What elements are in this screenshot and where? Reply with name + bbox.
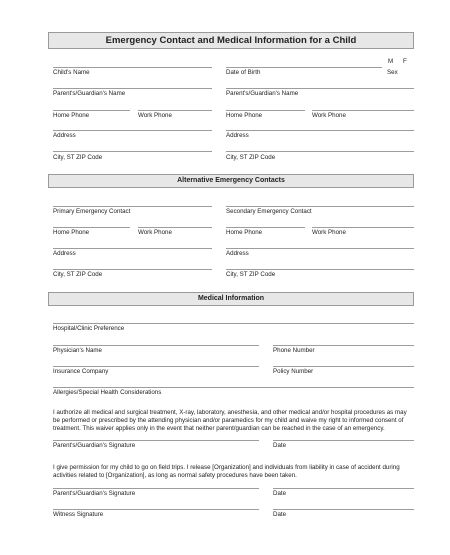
insurance-field[interactable] [53,366,259,367]
parent-signature-1-field[interactable] [53,440,259,441]
date-of-birth-label: Date of Birth [226,69,261,76]
allergies-field[interactable] [53,387,414,388]
alt-work-phone-1-field[interactable] [138,227,212,228]
parent-name-2-field[interactable] [226,88,414,89]
sex-m-option[interactable]: M [388,58,394,65]
address-2-field[interactable] [226,130,414,131]
medical-info-heading: Medical Information [48,292,414,306]
witness-signature-label: Witness Signature [53,511,104,518]
physician-label: Physician's Name [53,347,102,354]
hospital-label: Hospital/Clinic Preference [53,325,125,332]
secondary-contact-label: Secondary Emergency Contact [226,208,312,215]
address-1-label: Address [53,132,76,139]
authorization-paragraph: I authorize all medical and surgical treatment, X-ray, laboratory, anesthesia, and other medical and/or hospital procedures as may be performed or prescribed by the attending physician and/or paramedics for my child and waive my right to informed consent of treatment. This waiver applies only in the event that neither parent/guardian can be reached in the case of an emergency. [53,409,407,432]
work-phone-2-field[interactable] [312,110,414,111]
home-phone-2-label: Home Phone [226,112,263,119]
city-2-field[interactable] [226,151,414,152]
address-2-label: Address [226,132,249,139]
alt-home-phone-2-label: Home Phone [226,229,263,236]
alt-city-2-field[interactable] [226,269,414,270]
physician-field[interactable] [53,345,259,346]
city-1-field[interactable] [53,151,212,152]
alt-address-1-field[interactable] [53,248,212,249]
date-2-label: Date [273,490,287,497]
home-phone-1-field[interactable] [53,110,130,111]
alt-contacts-heading: Alternative Emergency Contacts [48,174,414,188]
date-of-birth-field[interactable] [226,67,382,68]
insurance-label: Insurance Company [53,368,109,375]
primary-contact-field[interactable] [53,206,212,207]
alt-city-1-label: City, ST ZIP Code [53,271,103,278]
city-1-label: City, ST ZIP Code [53,154,103,161]
alt-work-phone-2-label: Work Phone [312,229,346,236]
alt-home-phone-2-field[interactable] [226,227,305,228]
alt-work-phone-2-field[interactable] [312,227,414,228]
sex-f-option[interactable]: F [403,58,407,65]
form-title: Emergency Contact and Medical Information for a Child [48,32,414,49]
policy-number-field[interactable] [273,366,414,367]
secondary-contact-field[interactable] [226,206,414,207]
date-1-field[interactable] [273,440,414,441]
primary-contact-label: Primary Emergency Contact [53,208,131,215]
policy-number-label: Policy Number [273,368,314,375]
date-3-field[interactable] [273,509,414,510]
parent-signature-1-label: Parent's/Guardian's Signature [53,442,136,449]
work-phone-1-field[interactable] [138,110,212,111]
parent-signature-2-field[interactable] [53,488,259,489]
date-2-field[interactable] [273,488,414,489]
permission-paragraph: I give permission for my child to go on field trips. I release [Organization] and individuals from liability in case of accident during activities related to [Organization], as long as normal safety procedures have been taken. [53,464,400,479]
home-phone-2-field[interactable] [226,110,305,111]
childs-name-label: Child's Name [53,69,90,76]
alt-address-1-label: Address [53,250,76,257]
phone-number-label: Phone Number [273,347,315,354]
parent-name-2-label: Parent's/Guardian's Name [226,90,299,97]
physician-phone-field[interactable] [273,345,414,346]
alt-home-phone-1-label: Home Phone [53,229,90,236]
parent-signature-2-label: Parent's/Guardian's Signature [53,490,136,497]
date-1-label: Date [273,442,287,449]
home-phone-1-label: Home Phone [53,112,90,119]
alt-city-2-label: City, ST ZIP Code [226,271,276,278]
city-2-label: City, ST ZIP Code [226,154,276,161]
parent-name-1-field[interactable] [53,88,212,89]
work-phone-1-label: Work Phone [138,112,172,119]
sex-label: Sex [387,69,398,76]
allergies-label: Allergies/Special Health Considerations [53,389,162,396]
alt-city-1-field[interactable] [53,269,212,270]
date-3-label: Date [273,511,287,518]
address-1-field[interactable] [53,130,212,131]
work-phone-2-label: Work Phone [312,112,346,119]
parent-name-1-label: Parent's/Guardian's Name [53,90,126,97]
hospital-field[interactable] [53,323,414,324]
alt-address-2-field[interactable] [226,248,414,249]
childs-name-field[interactable] [53,67,212,68]
alt-address-2-label: Address [226,250,249,257]
witness-signature-field[interactable] [53,509,259,510]
alt-home-phone-1-field[interactable] [53,227,130,228]
alt-work-phone-1-label: Work Phone [138,229,172,236]
